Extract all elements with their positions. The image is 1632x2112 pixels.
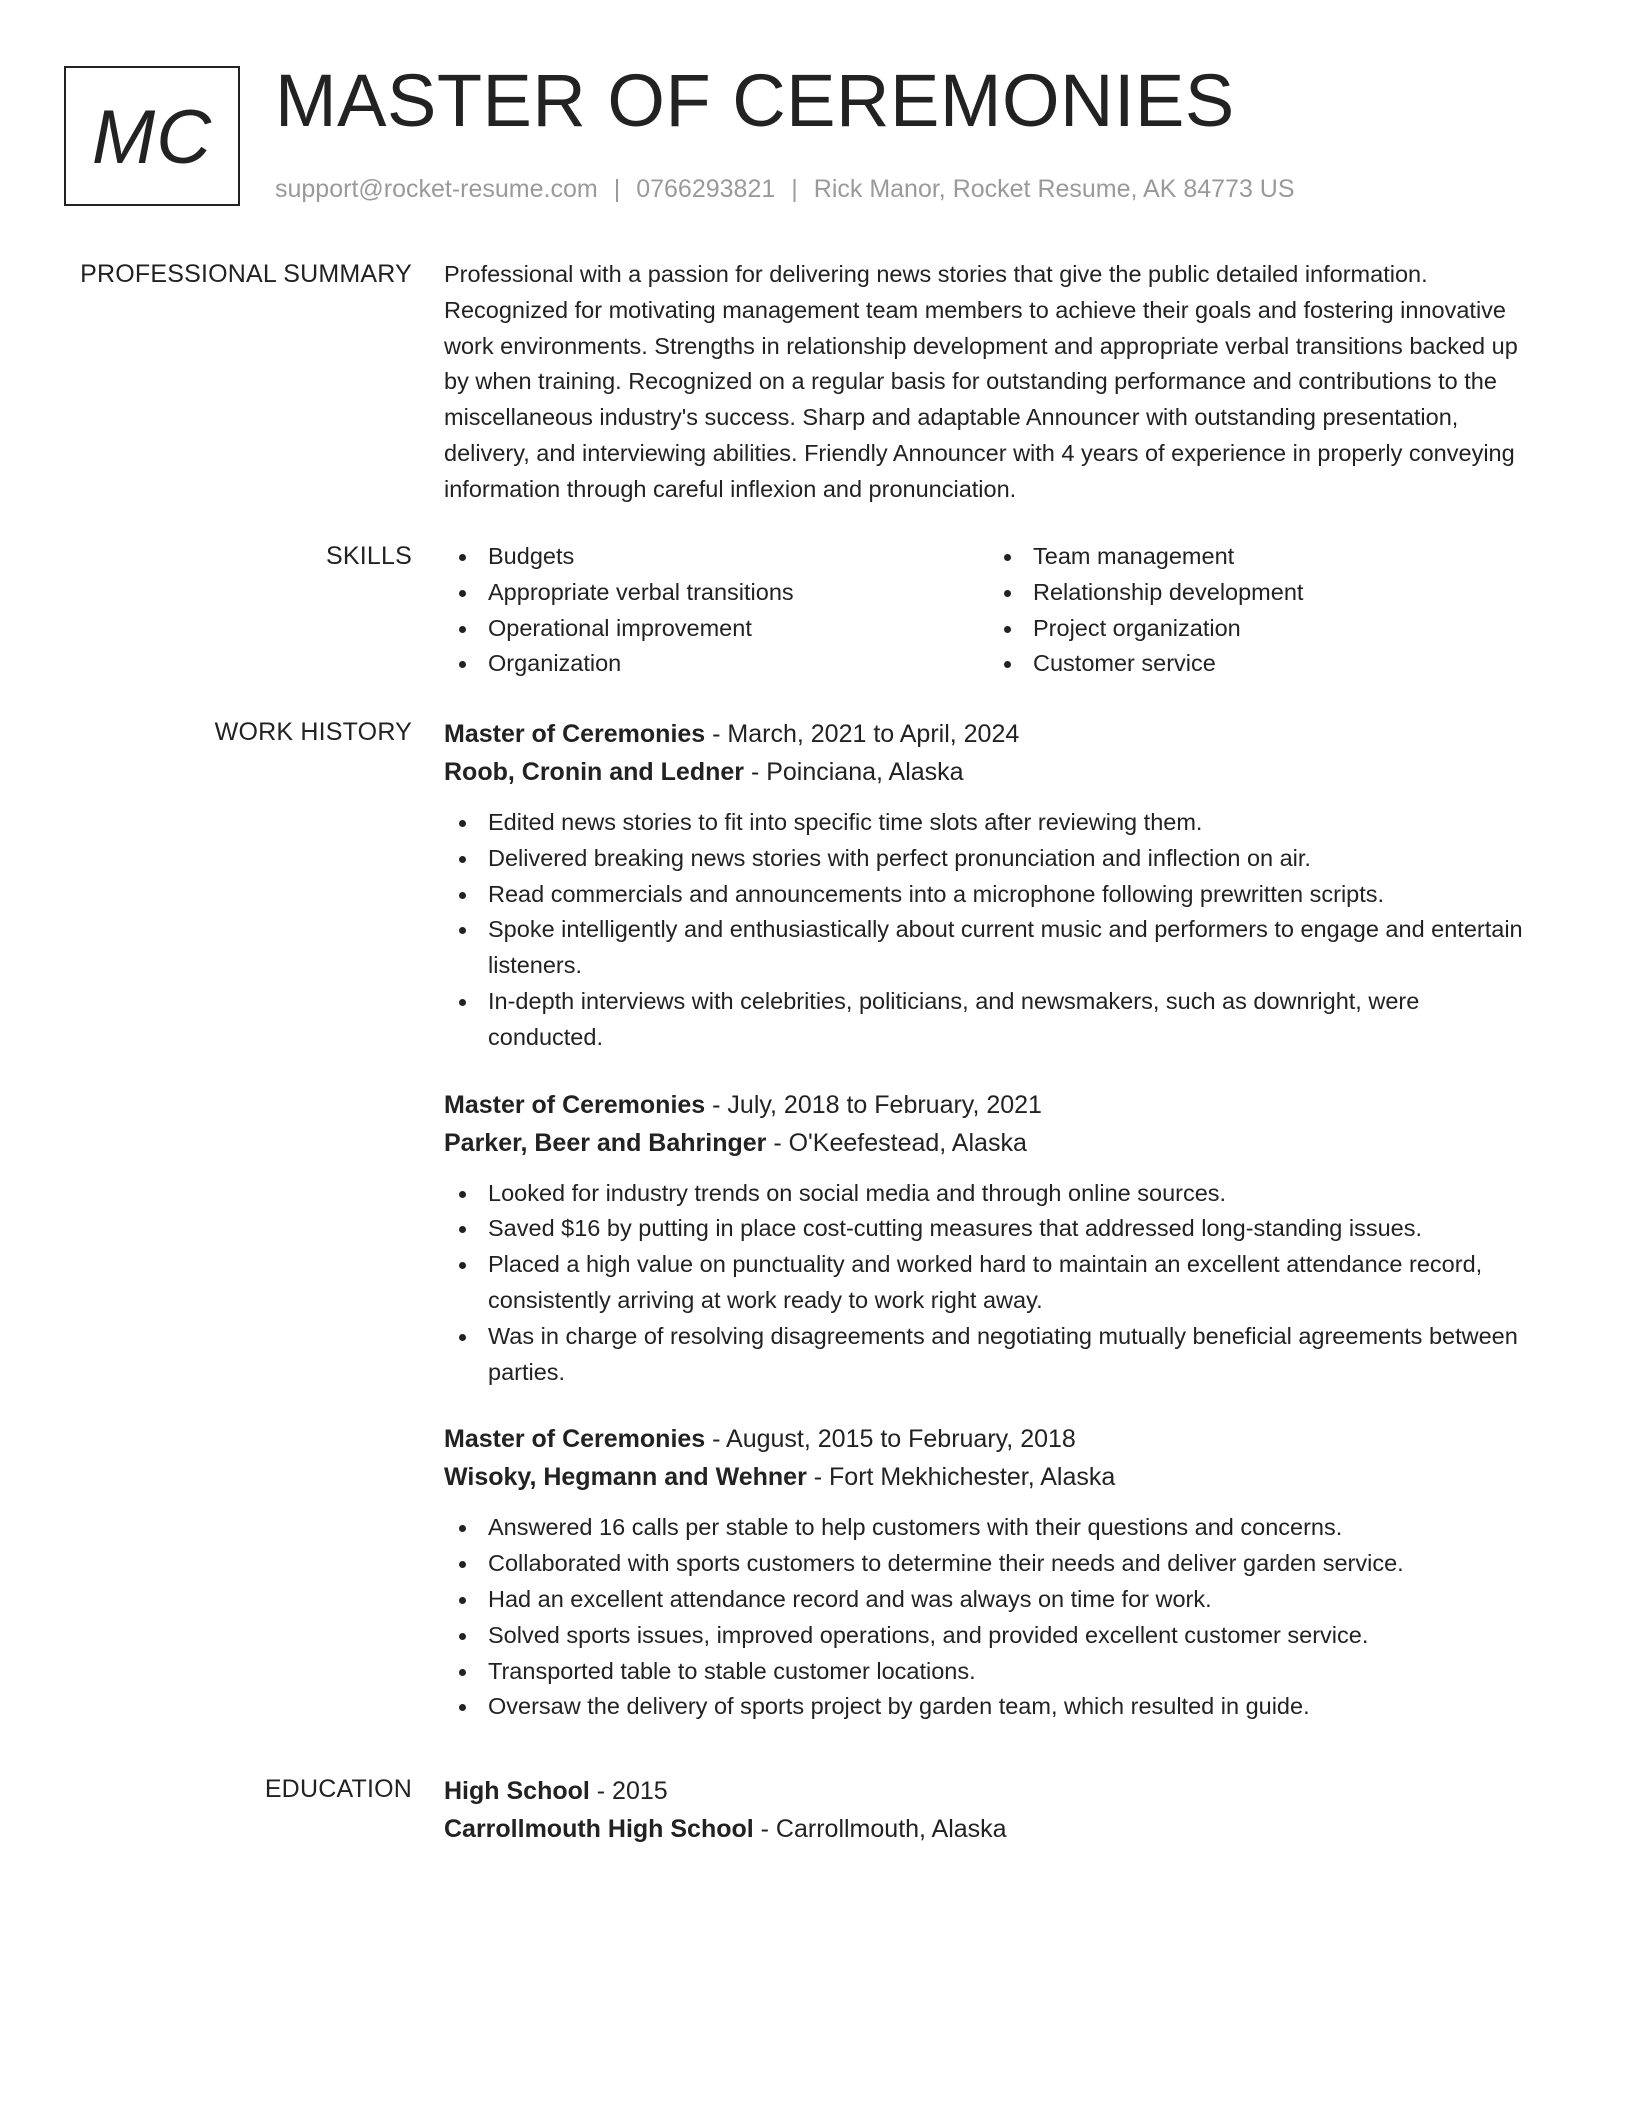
job-dates: - August, 2015 to February, 2018	[705, 1425, 1076, 1454]
job-bullet: Oversaw the delivery of sports project by garden team, which resulted in guide.	[444, 1689, 1534, 1725]
job-bullet: Answered 16 calls per stable to help customers with their questions and concerns.	[444, 1510, 1534, 1546]
skill-item: Budgets	[444, 539, 989, 575]
contact-separator: |	[791, 175, 798, 203]
job-bullet: Solved sports issues, improved operations, and provided excellent customer service.	[444, 1618, 1534, 1654]
job-company-line	[444, 1124, 1534, 1162]
job-title: Master of Ceremonies	[444, 1425, 706, 1454]
skills-content	[444, 539, 1534, 682]
skills-column-left	[444, 539, 989, 682]
monogram-initials: MC	[91, 94, 213, 180]
job-company-line	[444, 1458, 1534, 1496]
skill-item: Appropriate verbal transitions	[444, 575, 989, 611]
job-bullet: In-depth interviews with celebrities, politicians, and newsmakers, such as downright, were conducted.	[444, 984, 1534, 1056]
job-bullet: Looked for industry trends on social media and through online sources.	[444, 1176, 1534, 1212]
skill-item: Customer service	[989, 646, 1534, 682]
skill-item: Operational improvement	[444, 611, 989, 647]
education-school: Carrollmouth High School	[444, 1815, 754, 1843]
job-bullets	[444, 1176, 1534, 1391]
job-title: Master of Ceremonies	[444, 1090, 706, 1119]
job-bullets	[444, 1510, 1534, 1725]
job-bullet: Transported table to stable customer locations.	[444, 1654, 1534, 1690]
work-history-label: WORK HISTORY	[214, 718, 412, 746]
contact-address: Rick Manor, Rocket Resume, AK 84773 US	[813, 175, 1295, 203]
job-bullet: Had an excellent attendance record and was always on time for work.	[444, 1582, 1534, 1618]
education-location: - Carrollmouth, Alaska	[753, 1815, 1007, 1843]
skill-item: Project organization	[989, 611, 1534, 647]
job-bullet: Edited news stories to fit into specific time slots after reviewing them.	[444, 805, 1534, 841]
job-bullets	[444, 805, 1534, 1056]
contact-line	[275, 174, 1295, 204]
job-location: - O'Keefestead, Alaska	[766, 1128, 1027, 1157]
resume-name: MASTER OF CEREMONIES	[275, 59, 1235, 142]
job-title-line	[444, 1420, 1534, 1458]
monogram-box	[64, 66, 240, 206]
skills-label: SKILLS	[326, 542, 412, 570]
summary-text: Professional with a passion for delivering news stories that give the public detailed information. Recognized for motivating management team members to achieve their goals and fostering innovative work environments. Strengths in relationship development and appropriate verbal transitions backed up by when training. Recognized on a regular basis for outstanding performance and contributions to the miscellaneous industry's success. Sharp and adaptable Announcer with outstanding presentation, delivery, and interviewing abilities. Friendly Announcer with 4 years of experience in properly conveying information through careful inflexion and pronunciation.	[444, 261, 1518, 502]
job-company: Parker, Beer and Bahringer	[444, 1128, 767, 1157]
skills-column-right	[989, 539, 1534, 682]
education-label: EDUCATION	[264, 1775, 412, 1803]
job-company-line	[444, 753, 1534, 791]
job-company: Roob, Cronin and Ledner	[444, 758, 744, 786]
job-title: Master of Ceremonies	[444, 720, 706, 748]
job-location: - Fort Mekhichester, Alaska	[806, 1463, 1116, 1492]
skill-item: Organization	[444, 646, 989, 682]
education-content	[444, 1772, 1534, 1862]
education-degree-line	[444, 1772, 1534, 1810]
skill-item: Team management	[989, 539, 1534, 575]
job-entry	[444, 715, 1534, 1056]
job-dates: - March, 2021 to April, 2024	[705, 720, 1020, 748]
education-school-line	[444, 1810, 1534, 1848]
contact-separator: |	[613, 175, 621, 203]
work-history-content	[444, 715, 1534, 1755]
job-bullet: Placed a high value on punctuality and worked hard to maintain an excellent attendance record, consistently arriving at work ready to work right away.	[444, 1247, 1534, 1319]
skill-item: Relationship development	[989, 575, 1534, 611]
job-entry	[444, 1420, 1534, 1725]
summary-content	[444, 257, 1534, 508]
job-dates: - July, 2018 to February, 2021	[705, 1090, 1042, 1119]
contact-email: support@rocket-resume.com	[275, 175, 598, 203]
job-bullet: Spoke intelligently and enthusiastically about current music and performers to engage and entertain listeners.	[444, 912, 1534, 984]
summary-label: PROFESSIONAL SUMMARY	[80, 260, 412, 288]
job-location: - Poinciana, Alaska	[744, 758, 964, 786]
job-company: Wisoky, Hegmann and Wehner	[444, 1463, 807, 1492]
job-title-line	[444, 1086, 1534, 1124]
job-title-line	[444, 715, 1534, 753]
job-bullet: Saved $16 by putting in place cost-cutting measures that addressed long-standing issues.	[444, 1211, 1534, 1247]
job-bullet: Delivered breaking news stories with perfect pronunciation and inflection on air.	[444, 841, 1534, 877]
job-bullet: Was in charge of resolving disagreements and negotiating mutually beneficial agreements between parties.	[444, 1319, 1534, 1391]
skills-grid	[444, 539, 1534, 682]
job-entry	[444, 1086, 1534, 1391]
education-degree: High School	[444, 1777, 590, 1805]
education-year: - 2015	[589, 1777, 668, 1805]
contact-phone: 0766293821	[636, 175, 776, 203]
job-bullet: Read commercials and announcements into a microphone following prewritten scripts.	[444, 877, 1534, 913]
job-bullet: Collaborated with sports customers to determine their needs and deliver garden service.	[444, 1546, 1534, 1582]
